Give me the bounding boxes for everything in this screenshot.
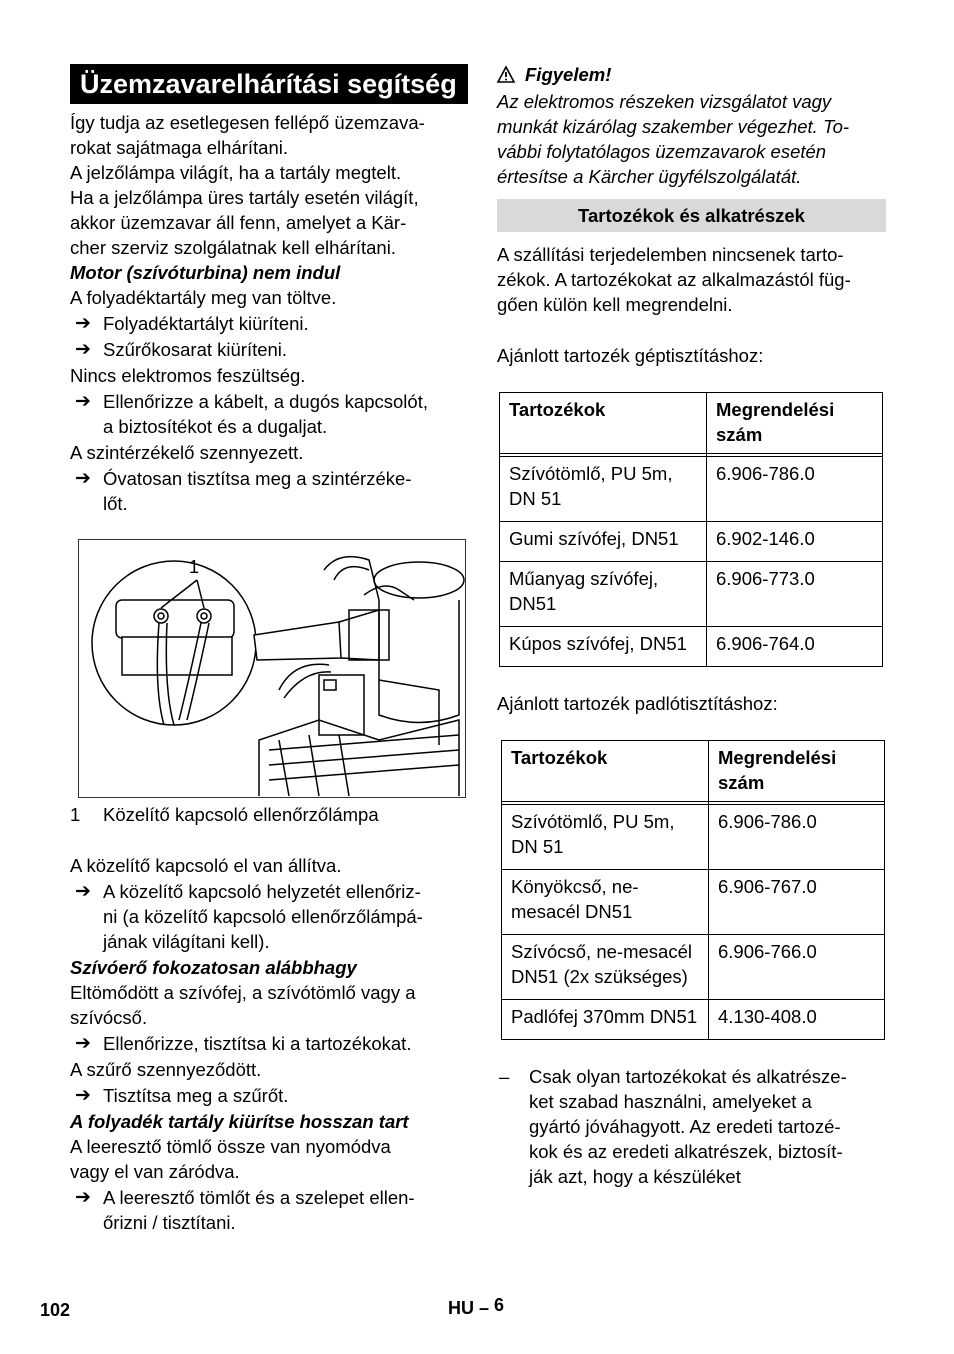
vacuum-illustration (79, 540, 465, 797)
table2-caption: Ajánlott tartozék padlótisztításhoz: (497, 693, 778, 714)
step-item: ➔ Tisztítsa meg a szűrőt. (75, 1085, 289, 1106)
step-item: ➔ Ellenőrizze, tisztítsa ki a tartozékokat. (75, 1033, 412, 1054)
page-number: 102 (40, 1300, 71, 1320)
table-row: Kúpos szívófej, DN51 6.906-764.0 (500, 627, 883, 667)
list-item: – Csak olyan tartozékokat és alkatrésze- ket szabad használni, amelyeket a gyártó jóváhagyott. Az eredeti tartozé- kok és az eredeti alkatrészek, biztosít- ják azt, hogy a készüléket (499, 1066, 847, 1187)
intro-line: cher szerviz szolgálatnak kell elhárítani. (70, 237, 396, 258)
arrow-right-icon: ➔ (75, 313, 91, 334)
accessories-table-floor (501, 740, 885, 1040)
table-row: Szívótömlő, PU 5m, DN 51 6.906-786.0 (500, 457, 883, 522)
right-column (497, 62, 886, 1189)
arrow-right-icon: ➔ (75, 391, 91, 412)
table-header-row (502, 741, 885, 802)
heading-drain: A folyadék tartály kiürítse hosszan tart (70, 1111, 409, 1132)
table-row: Könyökcső, ne-mesacél DN51 6.906-767.0 (502, 870, 885, 935)
table-row: Padlófej 370mm DN51 4.130-408.0 (502, 1000, 885, 1040)
table-row: Szívótömlő, PU 5m, DN 51 6.906-786.0 (502, 805, 885, 870)
accessories-table-machine (499, 392, 883, 667)
table-header-cell: Tartozékok (502, 741, 709, 802)
arrow-right-icon: ➔ (75, 881, 91, 902)
page-title: Üzemzavarelhárítási segítség (70, 64, 468, 104)
arrow-right-icon: ➔ (75, 339, 91, 360)
heading-suction: Szívóerő fokozatosan alábbhagy (70, 957, 357, 978)
table-row: Műanyag szívófej, DN51 6.906-773.0 (500, 562, 883, 627)
warning-heading: Figyelem! (497, 62, 886, 87)
step-item: ➔ Óvatosan tisztítsa meg a szintérzéke- lőt. (75, 468, 412, 514)
warning-text: Az elektromos részeken vizsgálatot vagy munkát kizárólag szakember végezhet. To- vábbi folytatólagos üzemzavarok esetén értesítse a Kärcher ügyfélszolgálatát. (497, 91, 850, 187)
step-item: ➔ A közelítő kapcsoló helyzetét ellenőriz- ni (a közelítő kapcsoló ellenőrzőlámpá- jának világítani kell). (75, 881, 423, 952)
table-header-cell: Tartozékok (500, 393, 707, 454)
arrow-right-icon: ➔ (75, 1033, 91, 1054)
dash-bullet: – (499, 1066, 510, 1087)
accessories-intro: A szállítási terjedelemben nincsenek tarto- zékok. A tartozékokat az alkalmazástól füg- gően külön kell megrendelni. (497, 244, 851, 315)
step-item: ➔ Ellenőrizze a kábelt, a dugós kapcsolót, a biztosítékot és a dugaljat. (75, 391, 428, 437)
figure-legend: 1 Közelítő kapcsoló ellenőrzőlámpa (70, 804, 379, 825)
table-header-row (500, 393, 883, 454)
left-column (70, 62, 468, 1236)
cause-text: A szűrő szennyeződött. (70, 1059, 262, 1080)
table-row: Szívócső, ne-mesacél DN51 (2x szükséges) 6.906-766.0 (502, 935, 885, 1000)
intro-line: Így tudja az esetlegesen fellépő üzemzava- (70, 112, 425, 133)
table-header-cell: Megrendelési szám (709, 741, 885, 802)
intro-line: A jelzőlámpa világít, ha a tartály megtelt. (70, 162, 402, 183)
step-item: ➔ Szűrőkosarat kiüríteni. (75, 339, 288, 360)
table-header-cell: Megrendelési szám (707, 393, 883, 454)
cause-text: A folyadéktartály meg van töltve. (70, 287, 337, 308)
arrow-right-icon: ➔ (75, 1187, 91, 1208)
cause-text: Nincs elektromos feszültség. (70, 365, 306, 386)
cause-text: Eltömődött a szívófej, a szívótömlő vagy a szívócső. (70, 982, 416, 1028)
footer-section: HU – 6 (448, 1295, 505, 1318)
heading-motor: Motor (szívóturbina) nem indul (70, 262, 341, 283)
figure-proximity-switch (78, 539, 466, 798)
intro-line: Ha a jelzőlámpa üres tartály esetén világít, (70, 187, 419, 208)
step-item: ➔ A leeresztő tömlőt és a szelepet ellen- őrizni / tisztítani. (75, 1187, 415, 1233)
arrow-right-icon: ➔ (75, 468, 91, 489)
warning-triangle-icon (497, 66, 515, 83)
arrow-right-icon: ➔ (75, 1085, 91, 1106)
table-row: Gumi szívófej, DN51 6.902-146.0 (500, 522, 883, 562)
step-item: ➔ Folyadéktartályt kiüríteni. (75, 313, 309, 334)
section-heading: Tartozékok és alkatrészek (497, 199, 886, 232)
intro-line: rokat sajátmaga elhárítani. (70, 137, 289, 158)
figure-label: 1 (189, 557, 200, 577)
intro-line: akkor üzemzavar áll fenn, amelyet a Kär- (70, 212, 407, 233)
cause-text: A szintérzékelő szennyezett. (70, 442, 304, 463)
cause-text: A leeresztő tömlő össze van nyomódva vagy el van záródva. (70, 1136, 391, 1182)
cause-text: A közelítő kapcsoló el van állítva. (70, 855, 342, 876)
table1-caption: Ajánlott tartozék géptisztításhoz: (497, 345, 764, 366)
